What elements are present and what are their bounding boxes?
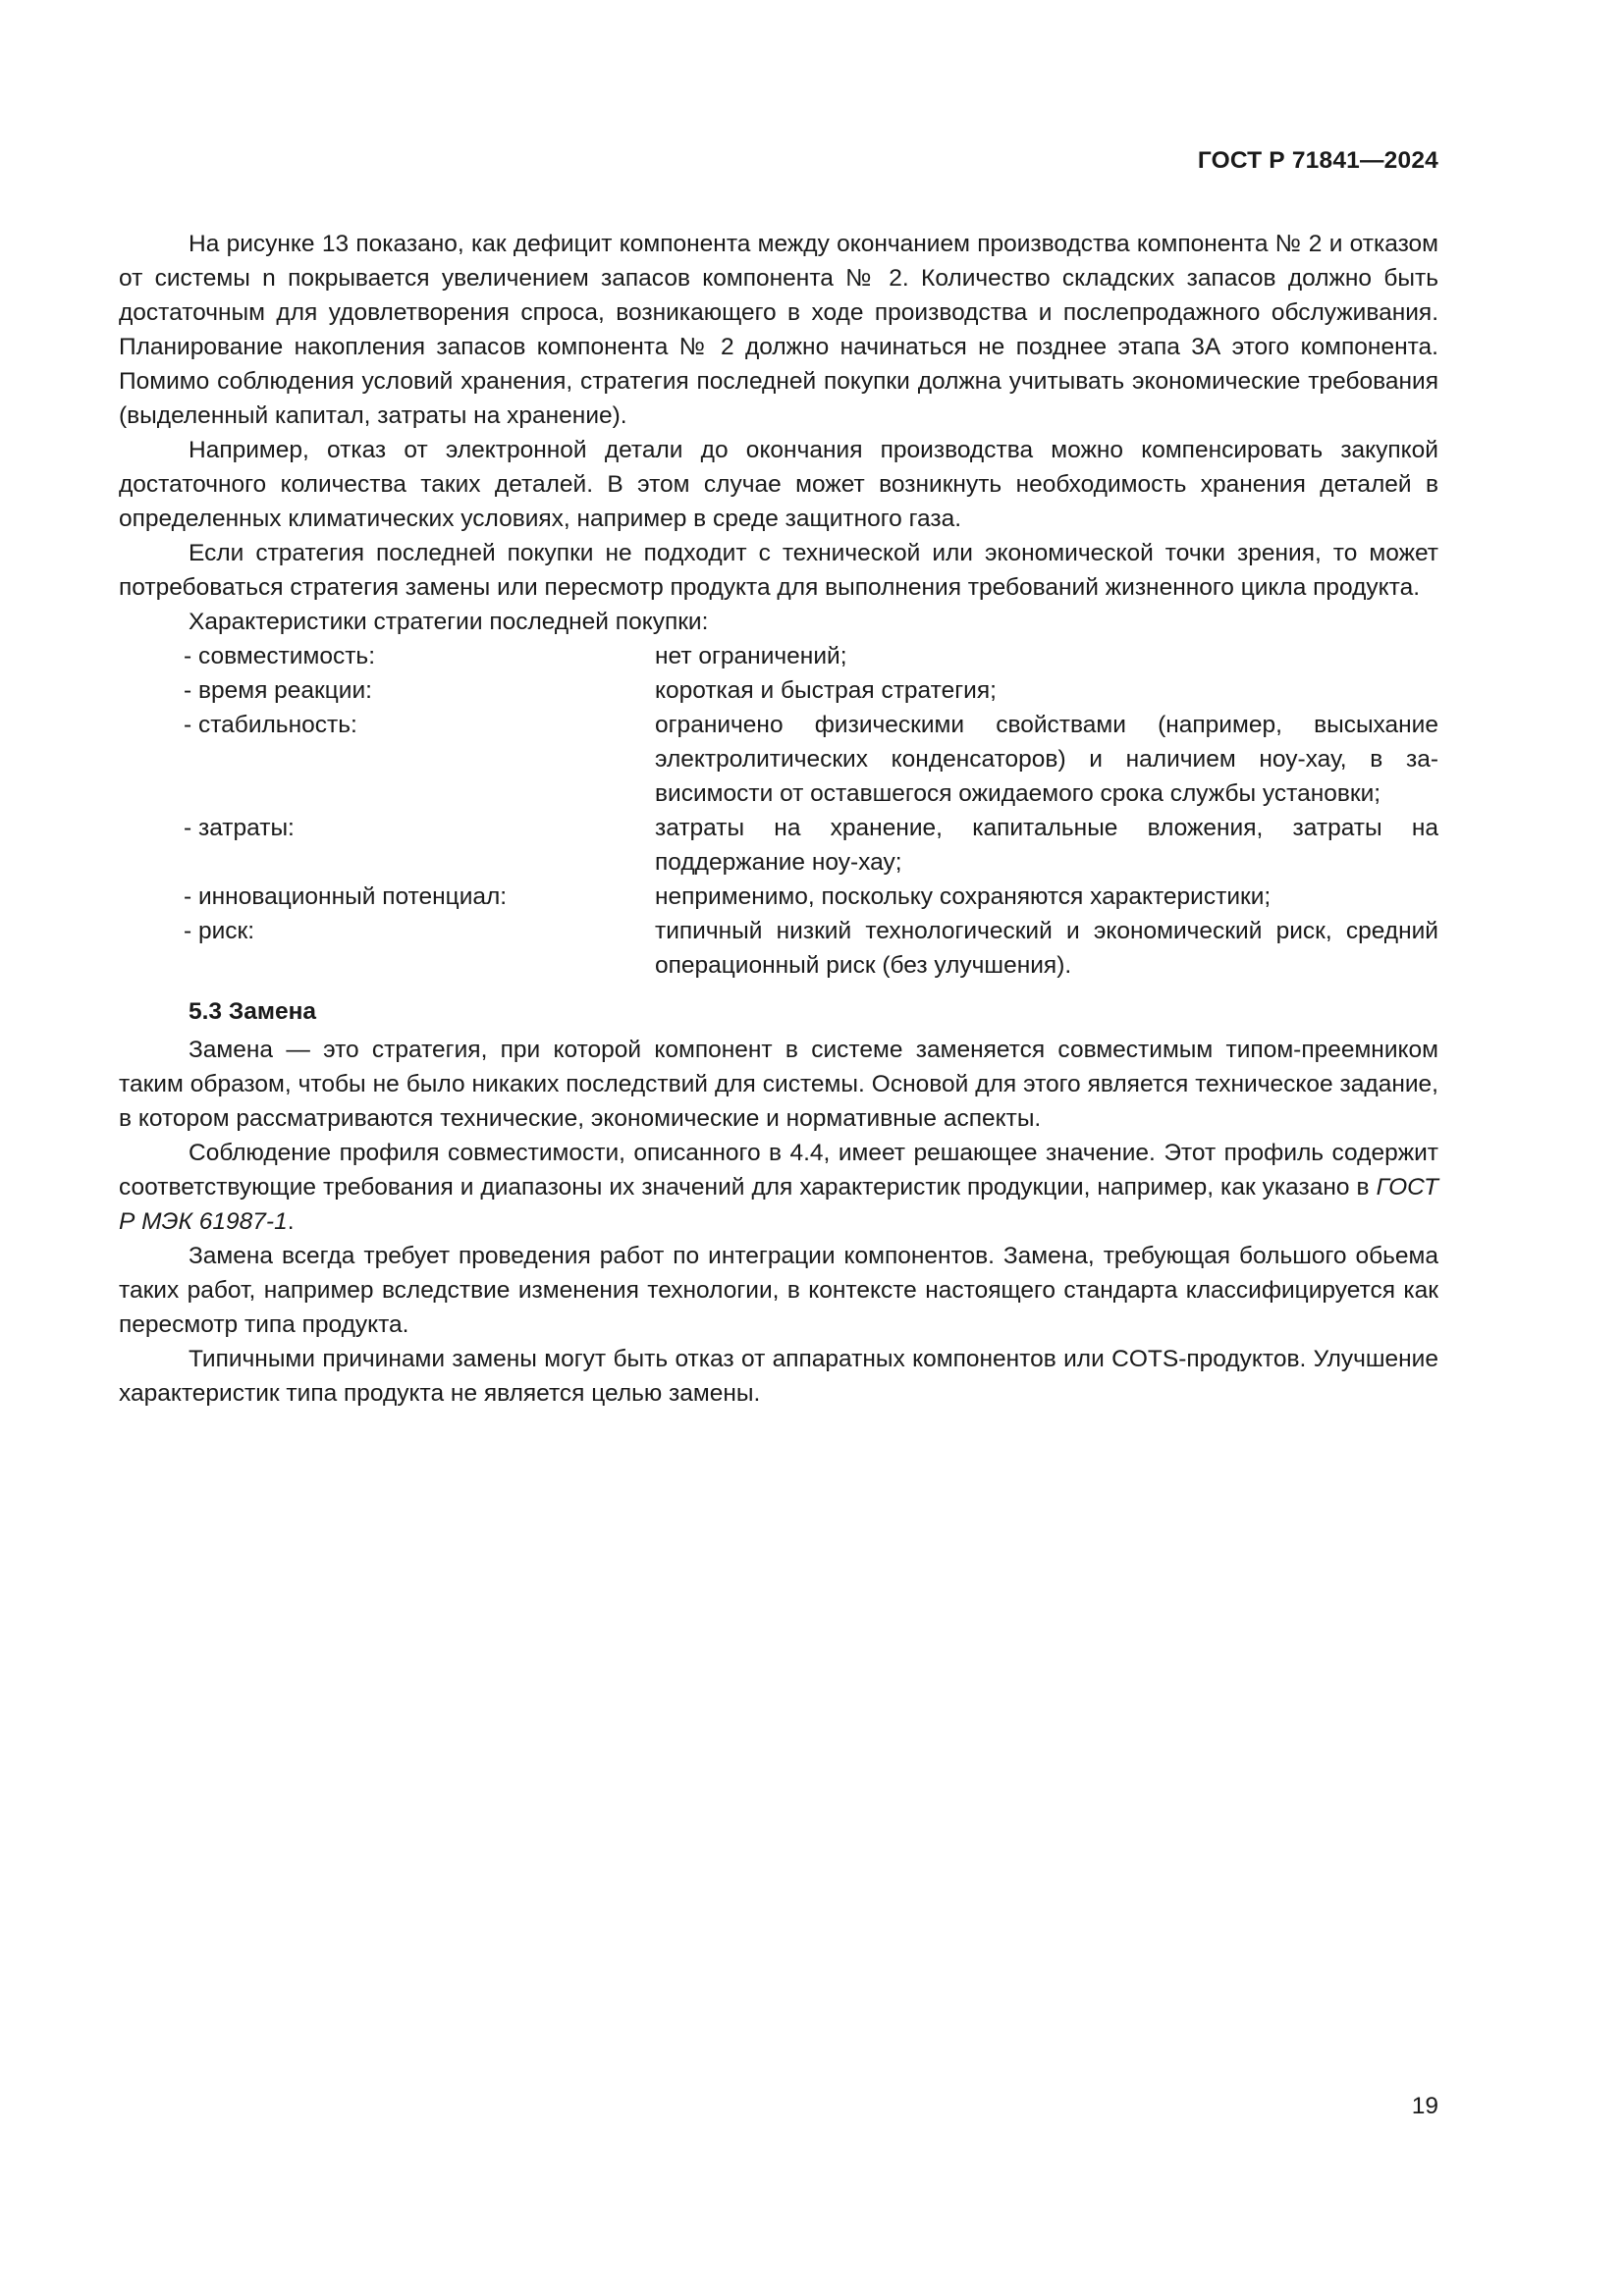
characteristics-list (119, 639, 1438, 983)
characteristic-compatibility (119, 639, 1438, 673)
characteristic-value: короткая и быстрая стратегия; (655, 677, 997, 704)
characteristic-value: нет ограничений; (655, 643, 847, 669)
section-title: 5.3 Замена (189, 998, 317, 1025)
document-header: ГОСТ Р 71841—2024 (1197, 147, 1438, 174)
paragraph-characteristics-intro: Характеристики стратегии последней покупки: (189, 609, 709, 635)
characteristic-stability (119, 708, 1438, 811)
characteristic-term: - инновационный потенциал: (184, 883, 508, 910)
paragraph-figure-13: На рисунке 13 показано, как дефицит компонента между окончанием производства компонента № 2 и отказом от системы n покрывается увеличением запасов компонента № 2. Количество складских запасов должно быть достаточным для удовлетворения спроса, возникающего в ходе производства и послепродажного обслуживания. Планирование накопления запасов компонента № 2 должно начинаться не позднее этапа 3А этого компонента. Помимо соблюдения условий хранения, стратегия последней покупки должна учитывать экономические требования (выделенный капитал, затраты на хранение). (119, 231, 1438, 429)
page-content (119, 227, 1438, 1411)
characteristic-term: - время реакции: (184, 677, 372, 704)
characteristic-value: ограничено физическими свойствами (например, высыхание электролитических конденсаторов) и наличием ноу-хау, в зависимости от оставшегося ожидаемого срока службы установки; (655, 712, 1438, 807)
characteristic-costs (119, 811, 1438, 880)
characteristic-term: - риск: (184, 918, 255, 944)
standard-reference: ГОСТ Р МЭК 61987-1 (119, 1174, 1438, 1235)
paragraph-compatibility-profile (119, 1136, 1438, 1239)
characteristic-term: - затраты: (184, 815, 295, 841)
paragraph-integration: Замена всегда требует проведения работ по интеграции компонентов. Замена, требующая большого обьема таких работ, например вследствие изменения технологии, в контексте настоящего стандарта классифицируется как пересмотр типа продукта. (119, 1243, 1438, 1338)
characteristic-value: неприменимо, поскольку сохраняются характеристики; (655, 883, 1272, 910)
paragraph-example: Например, отказ от электронной детали до окончания производства можно компенсировать закупкой достаточного количества таких деталей. В этом случае может возникнуть необходимость хранения деталей в определенных климатических условиях, например в среде защитного газа. (119, 437, 1438, 532)
characteristic-value: типичный низкий технологический и экономический риск, средний операционный риск (без улучшения). (655, 918, 1438, 979)
characteristic-innovation (119, 880, 1438, 914)
characteristic-term: - стабильность: (184, 712, 357, 738)
paragraph-if-not-suitable: Если стратегия последней покупки не подходит с технической или экономической точки зрения, то может потребоваться стратегия замены или пересмотр продукта для выполнения требований жизненного цикла продукта. (119, 540, 1438, 601)
characteristic-term: - совместимость: (184, 643, 375, 669)
paragraph-typical-reasons: Типичными причинами замены могут быть отказ от аппаратных компонентов или COTS-продуктов. Улучшение характеристик типа продукта не является целью замены. (119, 1346, 1438, 1407)
paragraph-replacement-definition: Замена — это стратегия, при которой компонент в системе заменяется совместимым типом-преемником таким образом, чтобы не было никаких последствий для системы. Основой для этого является техническое задание, в котором рассматриваются технические, экономические и нормативные аспекты. (119, 1037, 1438, 1132)
page-number: 19 (1411, 2093, 1438, 2119)
paragraph-text: Соблюдение профиля совместимости, описанного в 4.4, имеет решающее значение. Этот профиль содержит соответствующие требования и диапазоны их значений для характеристик продукции, например, как указано в (119, 1140, 1438, 1201)
paragraph-end: . (287, 1208, 295, 1235)
characteristic-reaction-time (119, 673, 1438, 708)
characteristic-value: затраты на хранение, капитальные вложения, затраты на поддержание ноу-хау; (655, 815, 1438, 876)
characteristic-risk (119, 914, 1438, 983)
